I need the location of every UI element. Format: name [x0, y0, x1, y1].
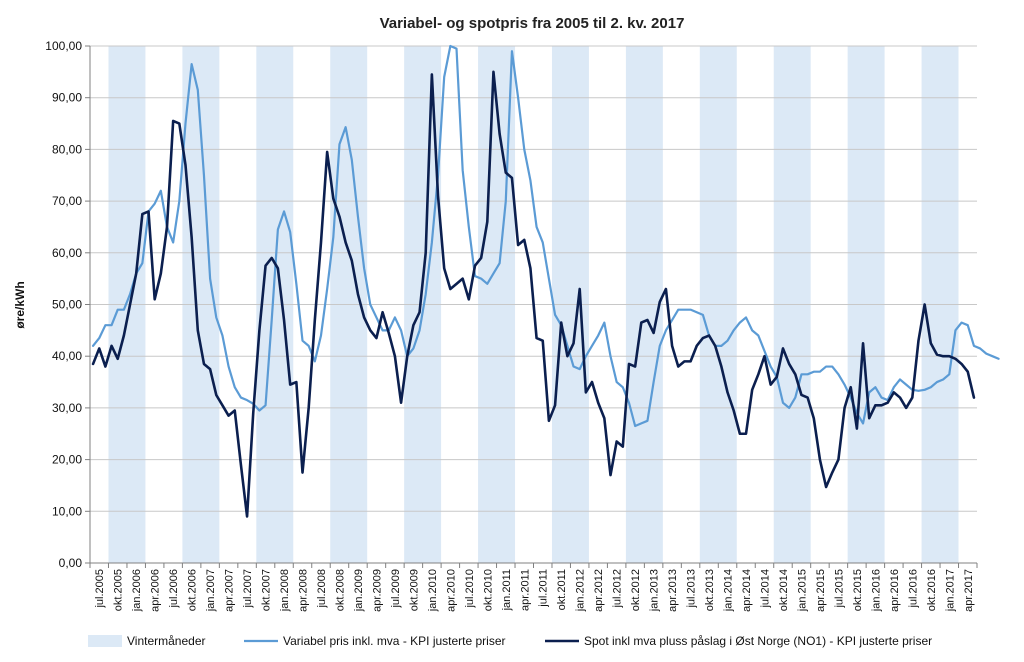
x-tick-label: apr.2017	[962, 569, 975, 612]
y-tick-label: 20,00	[51, 452, 82, 467]
chart-title: Variabel- og spotpris fra 2005 til 2. kv. 2017	[379, 15, 685, 32]
x-tick-label: jul.2012	[611, 569, 624, 608]
y-tick-label: 70,00	[51, 194, 82, 209]
x-tick-label: okt.2007	[260, 569, 273, 612]
y-tick-label: 90,00	[51, 90, 82, 105]
legend-swatch-band	[88, 635, 122, 647]
x-tick-label: jul.2015	[833, 569, 846, 608]
x-tick-label: jul.2008	[315, 569, 328, 608]
series-line-2	[93, 72, 974, 517]
x-tick-label: okt.2014	[777, 569, 790, 612]
x-tick-label: apr.2010	[445, 569, 458, 612]
x-tick-label: okt.2008	[334, 569, 347, 612]
x-tick-label: okt.2013	[704, 569, 717, 612]
x-tick-label: jul.2007	[242, 569, 255, 608]
x-tick-label: jan.2017	[944, 569, 957, 612]
x-tick-label: okt.2011	[556, 569, 569, 611]
x-tick-label: jan.2009	[352, 569, 365, 612]
x-tick-label: jan.2011	[500, 569, 513, 611]
legend	[88, 634, 932, 648]
x-tick-label: apr.2008	[297, 569, 310, 612]
x-tick-label: jan.2016	[870, 569, 883, 612]
x-tick-label: apr.2009	[371, 569, 384, 612]
x-tick-label: jan.2015	[796, 569, 809, 612]
x-tick-label: jul.2014	[759, 569, 772, 608]
x-tick-label: okt.2010	[482, 569, 495, 612]
x-tick-label: okt.2005	[112, 569, 125, 612]
y-axis-label: øre/kWh	[13, 281, 27, 329]
y-tick-label: 10,00	[51, 504, 82, 519]
x-tick-label: jan.2010	[426, 569, 439, 612]
x-tick-label: apr.2011	[519, 569, 532, 612]
x-tick-label: apr.2014	[741, 569, 754, 612]
y-tick-label: 30,00	[51, 400, 82, 415]
y-tick-label: 50,00	[51, 297, 82, 312]
x-tick-label: jul.2013	[685, 569, 698, 608]
x-tick-label: apr.2013	[667, 569, 680, 612]
x-tick-label: apr.2006	[149, 569, 162, 612]
x-tick-label: jan.2014	[722, 569, 735, 612]
x-tick-label: apr.2012	[593, 569, 606, 612]
y-tick-label: 100,00	[45, 39, 82, 53]
x-tick-label: jul.2005	[94, 569, 107, 608]
x-tick-label: okt.2012	[630, 569, 643, 612]
x-tick-label: apr.2007	[223, 569, 236, 612]
x-tick-label: jul.2006	[168, 569, 181, 608]
x-tick-label: jan.2008	[279, 569, 292, 612]
legend-label: Spot inkl mva pluss påslag i Øst Norge (NO1) - KPI justerte priser	[584, 634, 933, 648]
x-tick-label: jul.2016	[907, 569, 920, 608]
legend-label: Variabel pris inkl. mva - KPI justerte priser	[283, 634, 506, 648]
y-tick-label: 60,00	[51, 245, 82, 260]
x-tick-label: jan.2013	[648, 569, 661, 612]
x-tick-label: jan.2006	[131, 569, 144, 612]
x-tick-label: jan.2012	[574, 569, 587, 612]
x-tick-label: okt.2009	[408, 569, 421, 612]
x-tick-label: jul.2009	[389, 569, 402, 608]
y-tick-label: 0,00	[58, 556, 82, 570]
x-tick-label: jul.2011	[537, 569, 550, 607]
x-tick-label: apr.2015	[814, 569, 827, 612]
x-tick-label: okt.2015	[851, 569, 864, 612]
x-tick-label: jul.2010	[463, 569, 476, 608]
x-tick-label: jan.2007	[205, 569, 218, 612]
x-tick-label: apr.2016	[888, 569, 901, 612]
y-tick-label: 40,00	[51, 349, 82, 364]
y-tick-label: 80,00	[51, 142, 82, 157]
x-tick-label: okt.2016	[925, 569, 938, 612]
legend-label: Vintermåneder	[127, 634, 206, 648]
x-tick-label: okt.2006	[186, 569, 199, 612]
